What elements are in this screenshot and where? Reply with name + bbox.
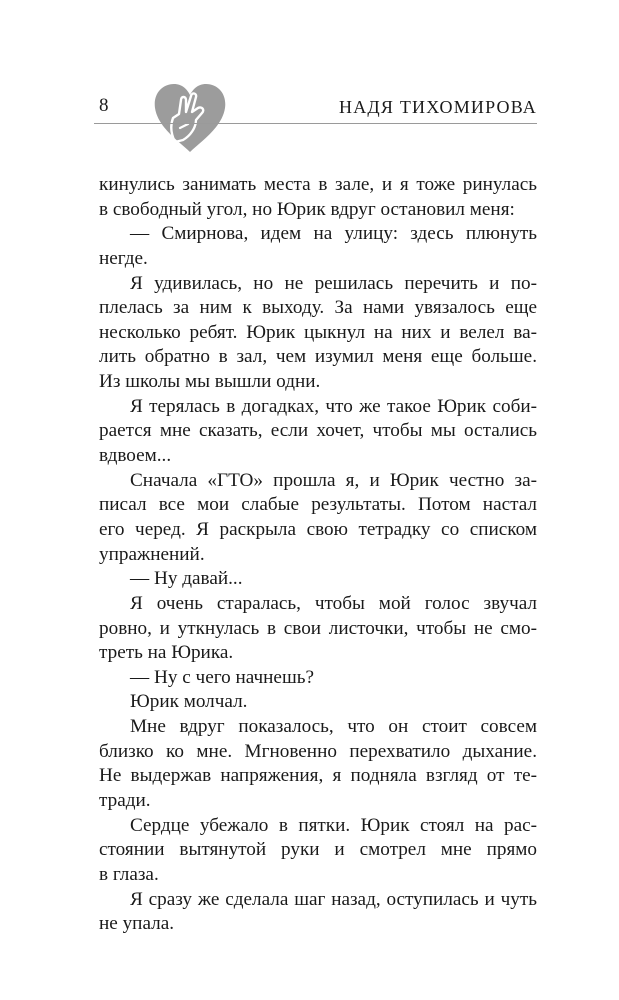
text-line: Я очень старалась, чтобы мой голос звучал xyxy=(130,592,537,614)
body-text xyxy=(99,173,537,937)
text-line: Мне вдруг показалось, что он стоит совсем xyxy=(130,716,537,738)
text-line: лить обратно в зал, чем изумил меня еще больше. xyxy=(99,346,537,368)
text-line: в глаза. xyxy=(99,863,159,885)
text-line: рается мне сказать, если хочет, чтобы мы остались xyxy=(99,420,537,442)
text-line: треть на Юрика. xyxy=(99,642,234,664)
text-line: тради. xyxy=(99,790,151,812)
text-line: — Ну с чего начнешь? xyxy=(130,666,314,688)
text-line: несколько ребят. Юрик цыкнул на них и велел ва- xyxy=(99,321,537,343)
text-line: стоянии вытянутой руки и смотрел мне прямо xyxy=(99,839,537,861)
text-line: кинулись занимать места в зале, и я тоже ринулась xyxy=(99,174,537,195)
text-line: вдвоем... xyxy=(99,445,172,467)
text-line: Я сразу же сделала шаг назад, оступилась и чуть xyxy=(130,888,537,910)
text-line: в свободный угол, но Юрик вдруг остановил меня: xyxy=(99,198,515,220)
running-head-author: НАДЯ ТИХОМИРОВА xyxy=(339,97,537,117)
text-line: негде. xyxy=(99,247,148,269)
text-line: — Ну давай... xyxy=(130,568,243,590)
text-line: писал все мои слабые результаты. Потом настал xyxy=(99,494,537,516)
heart-with-crossed-fingers-icon xyxy=(150,78,230,158)
text-line: Из школы мы вышли одни. xyxy=(99,371,321,393)
text-line: Не выдержав напряжения, я подняла взгляд от те- xyxy=(99,765,537,787)
text-line: Сначала «ГТО» прошла я, и Юрик честно за- xyxy=(130,469,537,491)
text-line: не упала. xyxy=(99,913,175,935)
page-number: 8 xyxy=(99,95,109,116)
text-line: плелась за ним к выходу. За нами увязалось еще xyxy=(99,297,537,319)
text-line: — Смирнова, идем на улицу: здесь плюнуть xyxy=(130,223,537,245)
text-line: Я терялась в догадках, что же такое Юрик соби- xyxy=(130,395,537,417)
text-line: его черед. Я раскрыла свою тетрадку со списком xyxy=(99,518,537,540)
header-rule xyxy=(94,123,537,124)
text-line: Юрик молчал. xyxy=(130,691,248,713)
text-line: близко ко мне. Мгновенно перехватило дыхание. xyxy=(99,740,537,762)
text-line: Я удивилась, но не решилась перечить и по- xyxy=(130,272,537,294)
text-line: Сердце убежало в пятки. Юрик стоял на рас- xyxy=(130,814,537,836)
text-line: ровно, и уткнулась в свои листочки, чтобы не смо- xyxy=(99,617,537,639)
text-line: упражнений. xyxy=(99,543,205,565)
